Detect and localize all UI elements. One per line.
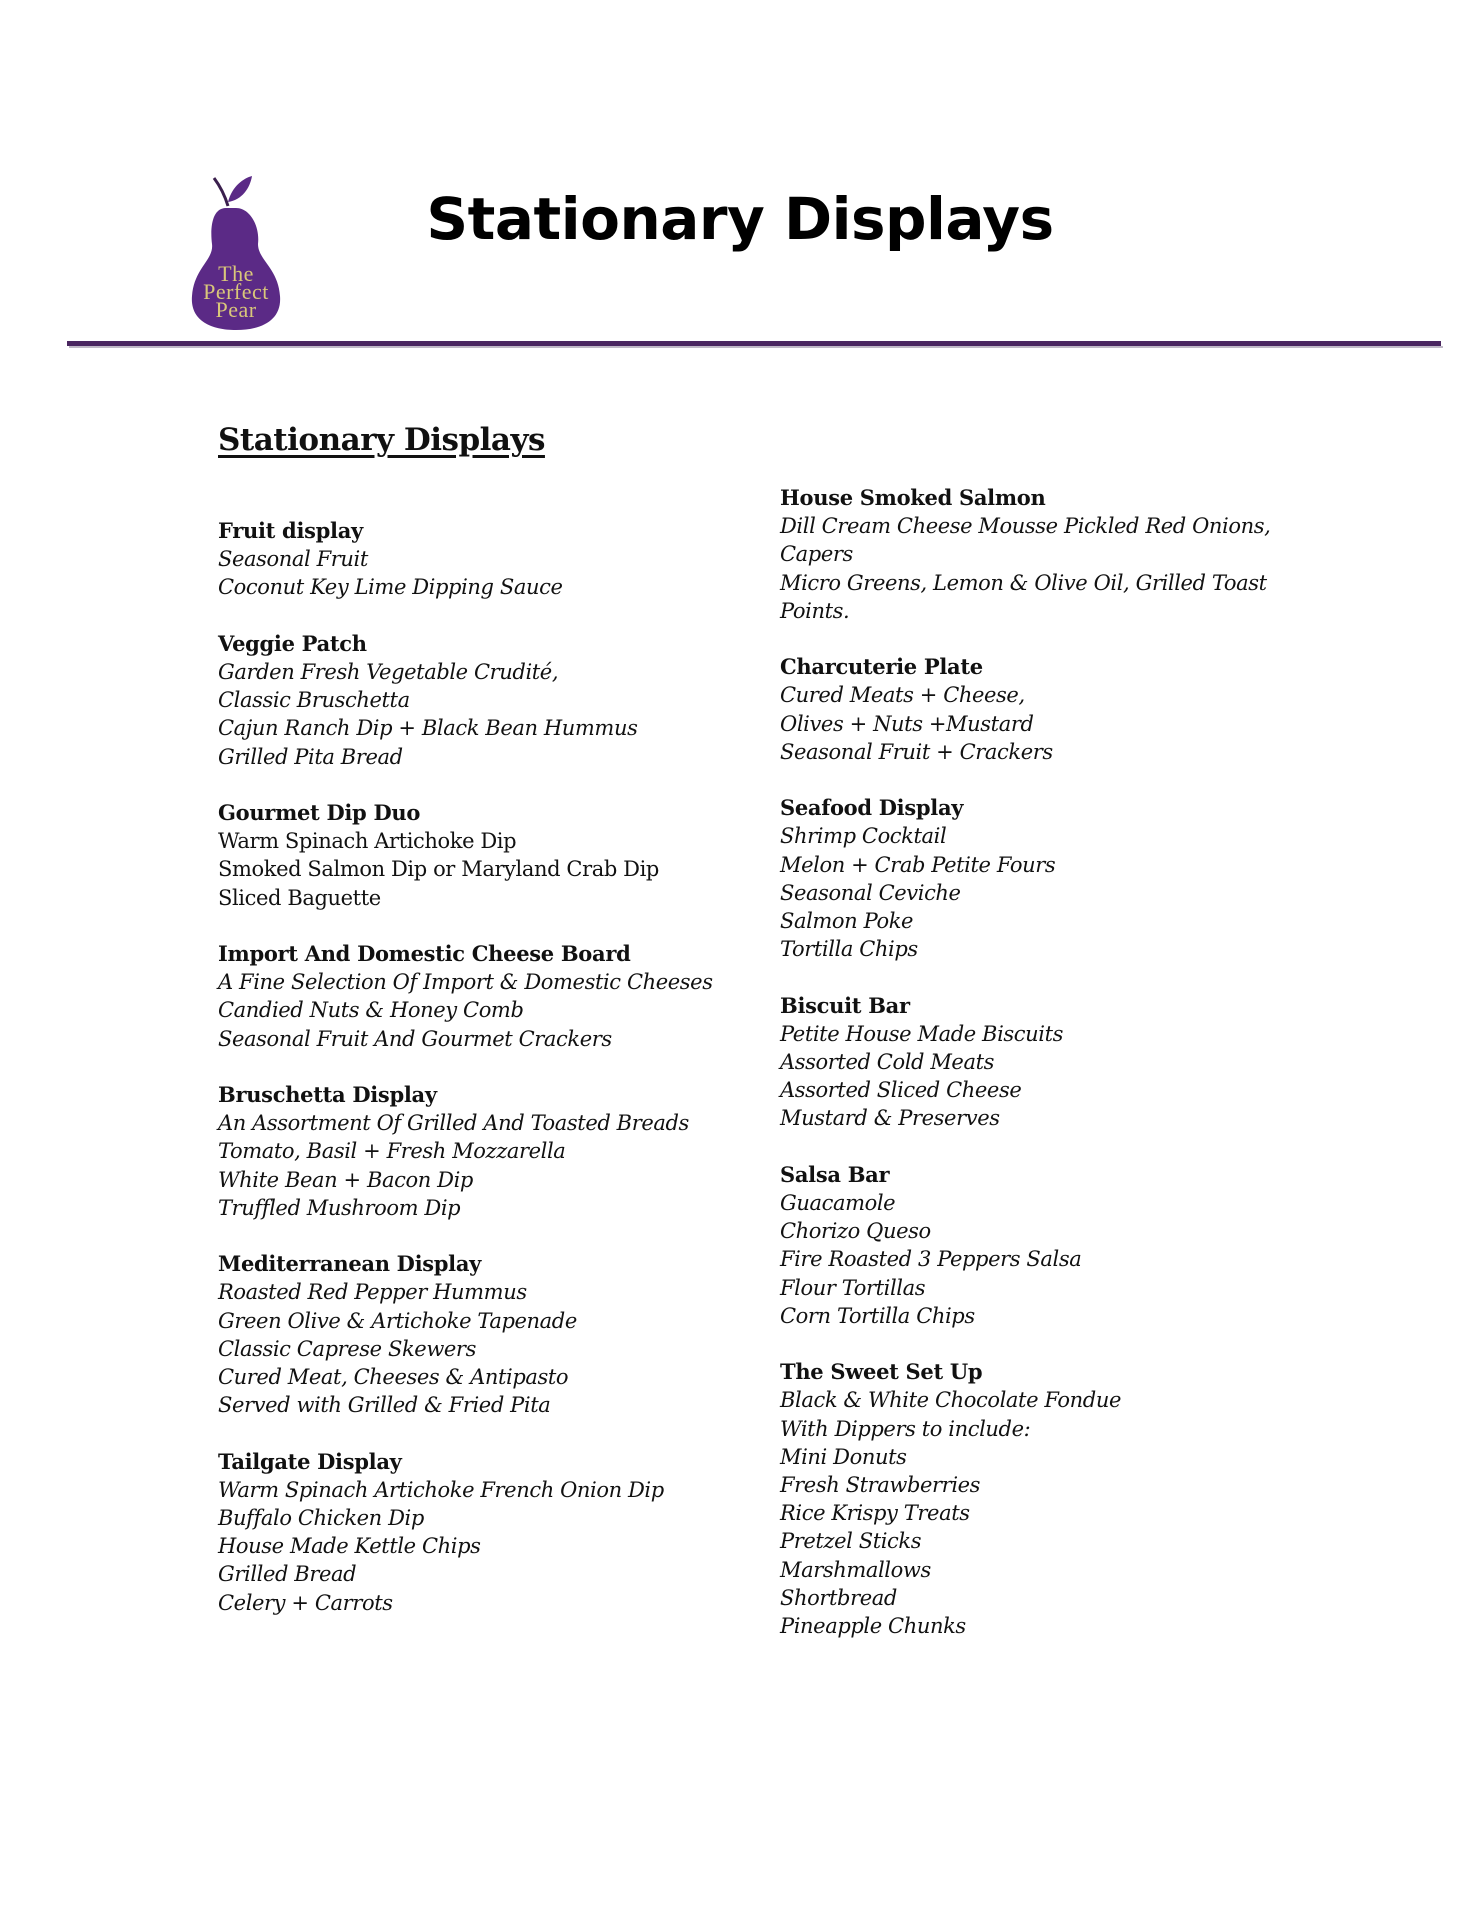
menu-section-title: The Sweet Set Up (780, 1359, 983, 1385)
menu-column-left (218, 517, 818, 1645)
menu-item: Points. (780, 598, 850, 623)
menu-item: Mustard & Preserves (780, 1106, 1000, 1131)
menu-section-title: Veggie Patch (218, 630, 367, 656)
menu-item: Classic Bruschetta (218, 688, 410, 713)
menu-section-title: Charcuterie Plate (780, 654, 983, 680)
menu-item: Cured Meats + Cheese, (780, 683, 1025, 708)
menu-section-title: Import And Domestic Cheese Board (218, 941, 631, 966)
menu-item: Celery + Carrots (218, 1590, 393, 1615)
menu-section (218, 1250, 818, 1419)
menu-item: Seasonal Fruit And Gourmet Crackers (218, 1026, 612, 1051)
page-title: Stationary Displays (426, 185, 1054, 253)
menu-section (780, 653, 1380, 766)
logo-text-line: Perfect (203, 279, 269, 304)
menu-item: Truffled Mushroom Dip (218, 1195, 461, 1220)
menu-column-right (780, 484, 1380, 1668)
menu-item: Green Olive & Artichoke Tapenade (218, 1308, 577, 1333)
menu-item: Flour Tortillas (780, 1275, 926, 1300)
menu-item: Melon + Crab Petite Fours (780, 852, 1056, 877)
menu-section (218, 1448, 818, 1617)
menu-item: Rice Krispy Treats (780, 1501, 970, 1526)
menu-item: Assorted Sliced Cheese (780, 1078, 1022, 1103)
menu-item: Marshmallows (780, 1557, 931, 1582)
menu-item: Classic Caprese Skewers (218, 1336, 476, 1361)
menu-item: Seasonal Fruit + Crackers (780, 739, 1053, 764)
header-divider-shadow (69, 346, 1443, 348)
menu-section (780, 484, 1380, 625)
menu-section (218, 799, 818, 912)
menu-item: Olives + Nuts +Mustard (780, 711, 1034, 736)
menu-item: Warm Spinach Artichoke French Onion Dip (218, 1477, 664, 1502)
menu-item: Shortbread (780, 1585, 897, 1610)
menu-item: A Fine Selection Of Import & Domestic Cheeses (218, 970, 713, 995)
menu-item: Mini Donuts (780, 1444, 907, 1469)
menu-section (780, 794, 1380, 963)
menu-item: An Assortment Of Grilled And Toasted Breads (218, 1111, 689, 1136)
menu-item: Fresh Strawberries (780, 1473, 981, 1498)
menu-item: Micro Greens, Lemon & Olive Oil, Grilled Toast (780, 570, 1267, 595)
menu-item: Grilled Pita Bread (218, 744, 403, 769)
menu-section-title: Gourmet Dip Duo (218, 800, 421, 825)
menu-section (780, 1161, 1380, 1330)
menu-item: Assorted Cold Meats (780, 1050, 994, 1075)
menu-section-title: House Smoked Salmon (780, 485, 1046, 510)
menu-item: Shrimp Cocktail (780, 824, 947, 849)
menu-item: Cajun Ranch Dip + Black Bean Hummus (218, 716, 638, 741)
menu-item: Garden Fresh Vegetable Crudité, (218, 660, 559, 684)
menu-item: Tomato, Basil + Fresh Mozzarella (218, 1139, 566, 1164)
menu-section (780, 1358, 1380, 1640)
menu-item: Seasonal Fruit (218, 547, 368, 572)
menu-item: Salmon Poke (780, 909, 914, 934)
menu-item: Fire Roasted 3 Peppers Salsa (780, 1247, 1082, 1272)
menu-item: Pineapple Chunks (780, 1614, 966, 1639)
menu-item: Cured Meat, Cheeses & Antipasto (218, 1365, 569, 1390)
menu-item: White Bean + Bacon Dip (218, 1167, 473, 1192)
menu-item: Smoked Salmon Dip or Maryland Crab Dip (218, 857, 659, 882)
menu-item: Pretzel Sticks (780, 1529, 922, 1554)
menu-section-title: Tailgate Display (218, 1448, 402, 1474)
menu-section-title: Fruit display (218, 518, 363, 543)
menu-item: Corn Tortilla Chips (780, 1303, 975, 1328)
menu-item: Grilled Bread (218, 1562, 357, 1587)
menu-section (780, 992, 1380, 1133)
logo-text-line: The (218, 261, 254, 286)
menu-section-title: Biscuit Bar (780, 992, 910, 1018)
menu-item: Seasonal Ceviche (780, 880, 961, 905)
menu-item: Black & White Chocolate Fondue (780, 1388, 1121, 1413)
menu-item: Capers (780, 542, 853, 567)
menu-section-title: Salsa Bar (780, 1161, 890, 1187)
menu-section (218, 517, 818, 602)
menu-item: Warm Spinach Artichoke Dip (218, 829, 517, 854)
menu-item: Buffalo Chicken Dip (218, 1506, 424, 1531)
menu-item: Tortilla Chips (780, 937, 918, 962)
menu-section (218, 940, 818, 1053)
menu-item: Roasted Red Pepper Hummus (218, 1280, 527, 1305)
menu-item: Coconut Key Lime Dipping Sauce (218, 575, 563, 600)
menu-item: Petite House Made Biscuits (780, 1021, 1063, 1046)
menu-section (218, 1081, 818, 1222)
menu-item: With Dippers to include: (780, 1416, 1031, 1441)
menu-section-title: Bruschetta Display (218, 1082, 437, 1107)
logo (188, 172, 284, 332)
menu-item: Chorizo Queso (780, 1219, 931, 1244)
menu-item: Sliced Baguette (218, 885, 381, 910)
menu-section (218, 630, 818, 771)
menu-section-title: Mediterranean Display (218, 1251, 482, 1277)
menu-item: Served with Grilled & Fried Pita (218, 1393, 551, 1418)
menu-item: House Made Kettle Chips (218, 1534, 481, 1559)
menu-item: Guacamole (780, 1191, 896, 1216)
menu-item: Candied Nuts & Honey Comb (218, 998, 524, 1023)
section-heading: Stationary Displays (218, 422, 545, 458)
logo-text-line: Pear (215, 297, 257, 322)
menu-section-title: Seafood Display (780, 795, 964, 821)
menu-item: Dill Cream Cheese Mousse Pickled Red Onions, (780, 514, 1271, 539)
